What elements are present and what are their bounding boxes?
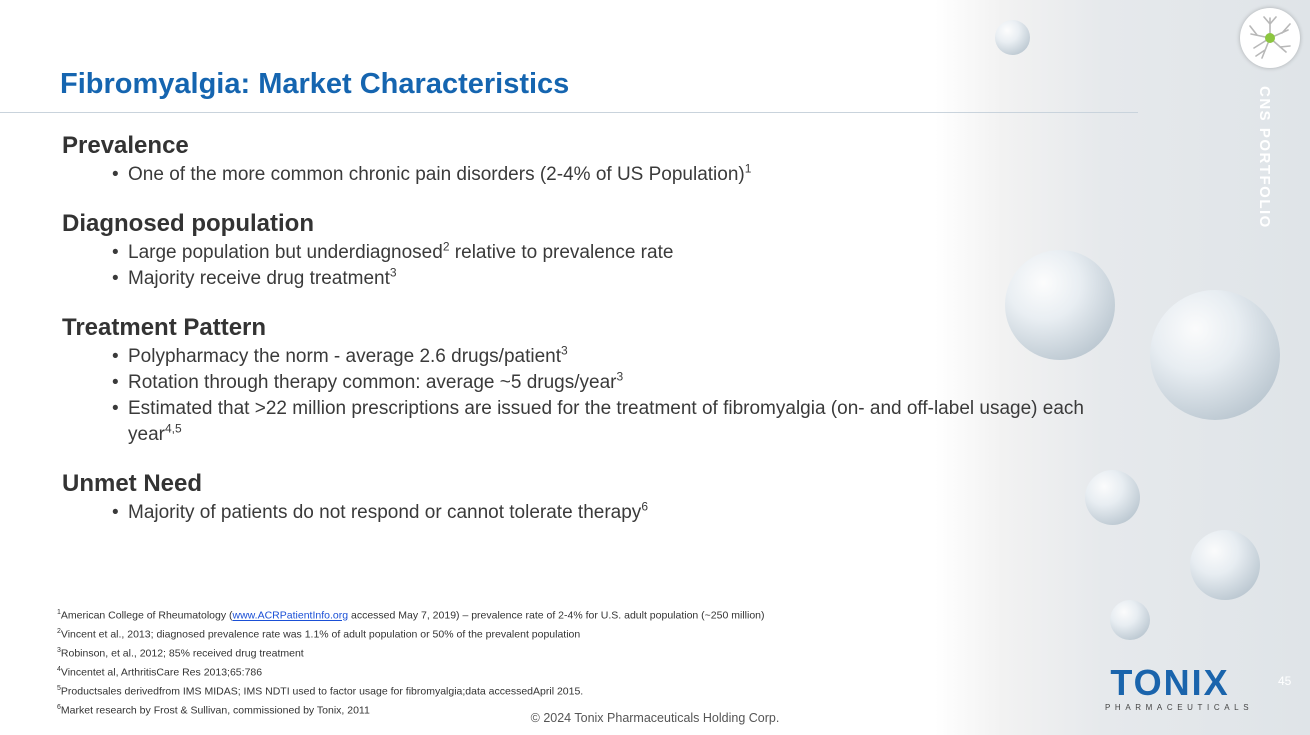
footnote [57,643,957,662]
tonix-logo [1105,662,1254,712]
footnote-ref: 3 [389,265,397,280]
list-item [112,500,1122,526]
footnote-text: Vincent et al., 2013; diagnosed prevalence rate was 1.1% of adult population or 50% of the prevalent population [60,628,581,641]
copyright-notice: © 2024 Tonix Pharmaceuticals Holding Corp. [530,711,780,725]
bullet-list [62,344,1122,448]
footnote-text: accessed May 7, 2019) – prevalence rate of 2-4% for U.S. adult population (~250 million) [348,609,765,622]
title-divider [0,112,1138,113]
footnote-ref: 4,5 [164,421,182,436]
footnote-ref: 3 [616,369,624,384]
bullet-text: Majority receive drug treatment [128,268,390,289]
footnote-text: Robinson, et al., 2012; 85% received drug treatment [60,647,304,660]
page-title: Fibromyalgia: Market Characteristics [60,68,570,100]
footnote-ref: 3 [561,343,568,358]
footnote-number: 6 [57,704,61,711]
bullet-text: One of the more common chronic pain disorders (2-4% of US Population) [128,164,745,185]
footnote-text: Vincentet al, ArthritisCare Res 2013;65:786 [60,666,263,679]
list-item [112,370,1122,396]
footnote-text: American College of Rheumatology ( [60,609,233,622]
footnote [57,681,957,700]
section-heading-treatment-pattern: Treatment Pattern [62,314,267,341]
bullet-list [62,162,1122,188]
footnote-number: 4 [57,666,61,673]
footnote-text: Market research by Frost & Sullivan, commissioned by Tonix, 2011 [60,704,370,717]
logo-subtitle: PHARMACEUTICALS [1105,703,1254,712]
section-heading-prevalence: Prevalence [62,132,189,159]
footnote-ref: 6 [641,499,648,514]
bullet-list [62,500,1122,526]
footnotes [57,605,957,719]
footnote-ref: 1 [744,161,752,176]
list-item [112,266,1122,292]
page-number: 45 [1278,674,1292,688]
footnote-number: 1 [57,609,61,616]
bullet-text: Rotation through therapy common: average ~5 drugs/year [128,372,617,393]
slide-body [62,130,1122,526]
footnote [57,605,957,624]
footnote-number: 5 [57,685,61,692]
footnote-text: Productsales derivedfrom IMS MIDAS; IMS NDTI used to factor usage for fibromyalgia;data accessedApril 2015. [60,685,584,698]
list-item [112,344,1122,370]
acr-patient-info-link[interactable]: www.ACRPatientInfo.org [232,609,349,622]
molecule-sphere [1110,600,1150,640]
bullet-text: Estimated that >22 million prescriptions are issued for the treatment of fibromyalgia (on- and off-label usage) each year [128,398,1084,445]
molecule-sphere [1190,530,1260,600]
list-item [112,162,1122,188]
logo-wordmark: TONIX [1110,662,1230,703]
bullet-list [62,240,1122,292]
list-item [112,240,1122,266]
section-side-label: CNS PORTFOLIO [1256,86,1273,229]
molecule-sphere [995,20,1030,55]
bullet-text: Large population but underdiagnosed [128,242,443,263]
bullet-text: relative to prevalence rate [449,242,674,263]
footnote [57,662,957,681]
bullet-text: Majority of patients do not respond or cannot tolerate therapy [128,502,642,523]
molecule-sphere [1150,290,1280,420]
list-item [112,396,1122,448]
bullet-text: Polypharmacy the norm - average 2.6 drugs/patient [128,346,562,367]
section-heading-unmet-need: Unmet Need [62,470,203,497]
neuron-logo-icon [1240,8,1300,68]
footnote-number: 2 [57,628,61,635]
section-heading-diagnosed-population: Diagnosed population [62,210,314,237]
footnote-number: 3 [57,647,61,654]
footnote-ref: 2 [442,239,450,254]
footnote [57,624,957,643]
